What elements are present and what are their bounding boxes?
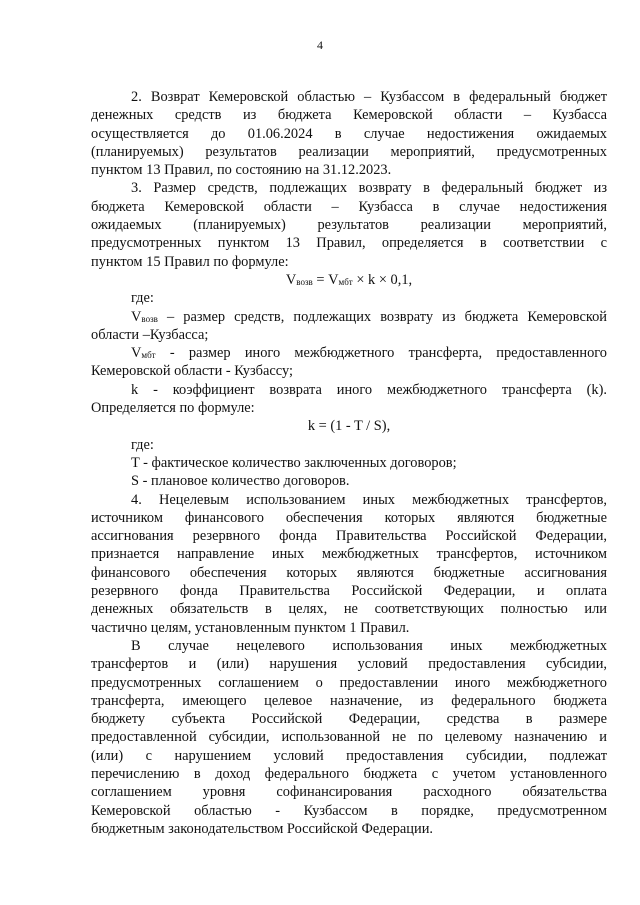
text-line: ожидаемых (планируемых) результатов реализации мероприятий, <box>91 217 607 234</box>
text-line: бюджетным законодательством Российской Федерации. <box>91 820 434 837</box>
text-line: осуществляется до 01.06.2024 в случае недостижения ожидаемых <box>91 125 607 142</box>
formula-line: $V_{возв} = V_{мбт} \times k \times 0,1$, <box>285 271 413 288</box>
text-line: частично целям, установленным пунктом 1 Правил. <box>91 619 410 636</box>
text-line: бюджету субъекта Российской Федерации, средства в размере <box>91 711 607 728</box>
text-line: трансферта, имеющего целевое назначение, из федерального бюджета <box>91 692 607 709</box>
text-line: трансфертов и (или) нарушения условий предоставления субсидии, <box>91 656 607 673</box>
text-line: (или) с нарушением условий предоставления субсидии, подлежат <box>91 747 607 764</box>
document-body <box>91 88 607 838</box>
text-line: (планируемых) результатов реализации мероприятий, предусмотренных <box>91 143 607 160</box>
text-line: пунктом 13 Правил, по состоянию на 31.12.2023. <box>91 162 392 179</box>
text-line: бюджета Кемеровской области – Кузбасса в случае недостижения <box>91 198 607 215</box>
text-line: Определяется по формуле: <box>91 400 255 417</box>
text-line: ассигнования резервного фонда Правительства Российской Федерации, <box>91 528 607 545</box>
text-line: предусмотренных соглашением о предоставлении иного межбюджетного <box>91 674 607 691</box>
text-line: соглашением уровня софинансирования расходного обязательства <box>91 784 607 801</box>
text-line: 2. Возврат Кемеровской областью – Кузбассом в федеральный бюджет <box>131 89 607 105</box>
text-line: резервного фонда Правительства Российской Федерации, и оплата <box>91 583 607 600</box>
text-line: признается направление иных межбюджетных трансфертов, источником <box>91 546 607 563</box>
text-line: финансового обеспечения которых являются бюджетные ассигнования <box>91 564 607 581</box>
text-line: где: <box>131 436 154 453</box>
text-line: 3. Размер средств, подлежащих возврату в федеральный бюджет из <box>131 180 607 197</box>
text-line: 4. Нецелевым использованием иных межбюджетных трансфертов, <box>131 491 607 508</box>
text-line: $V_{возв}$ – размер средств, подлежащих возврату из бюджета Кемеровской <box>131 308 607 325</box>
text-line: денежных обязательств в целях, не соответствующих полностью или <box>91 601 607 618</box>
text-line: источником финансового обеспечения которых являются бюджетные <box>91 509 607 526</box>
text-line: пунктом 15 Правил по формуле: <box>91 253 289 270</box>
text-line: T - фактическое количество заключенных договоров; <box>131 454 457 471</box>
text-line: денежных средств из бюджета Кемеровской области – Кузбасса <box>91 107 607 124</box>
text-line: Кемеровской области - Кузбассу; <box>91 363 293 380</box>
text-line: k - коэффициент возврата иного межбюджетного трансферта (k). <box>131 381 607 398</box>
page-number: 4 <box>317 38 323 52</box>
text-line: предоставленной субсидии, использованной не по целевому назначению и <box>91 729 607 746</box>
text-line: где: <box>131 290 154 307</box>
text-line: В случае нецелевого использования иных межбюджетных <box>131 637 607 654</box>
text-line: области –Кузбасса; <box>91 326 209 343</box>
text-line: k = (1 - T / S), <box>307 418 391 435</box>
text-line: предусмотренных пунктом 13 Правил, определяется в соответствии с <box>91 235 607 252</box>
text-line: Кемеровской областью - Кузбассом в порядке, предусмотренном <box>91 802 607 819</box>
text-line: перечислению в доход федерального бюджета с учетом установленного <box>91 765 607 782</box>
text-line: $V_{мбт}$ - размер иного межбюджетного трансферта, предоставленного <box>131 345 607 362</box>
text-line: S - плановое количество договоров. <box>131 473 350 490</box>
